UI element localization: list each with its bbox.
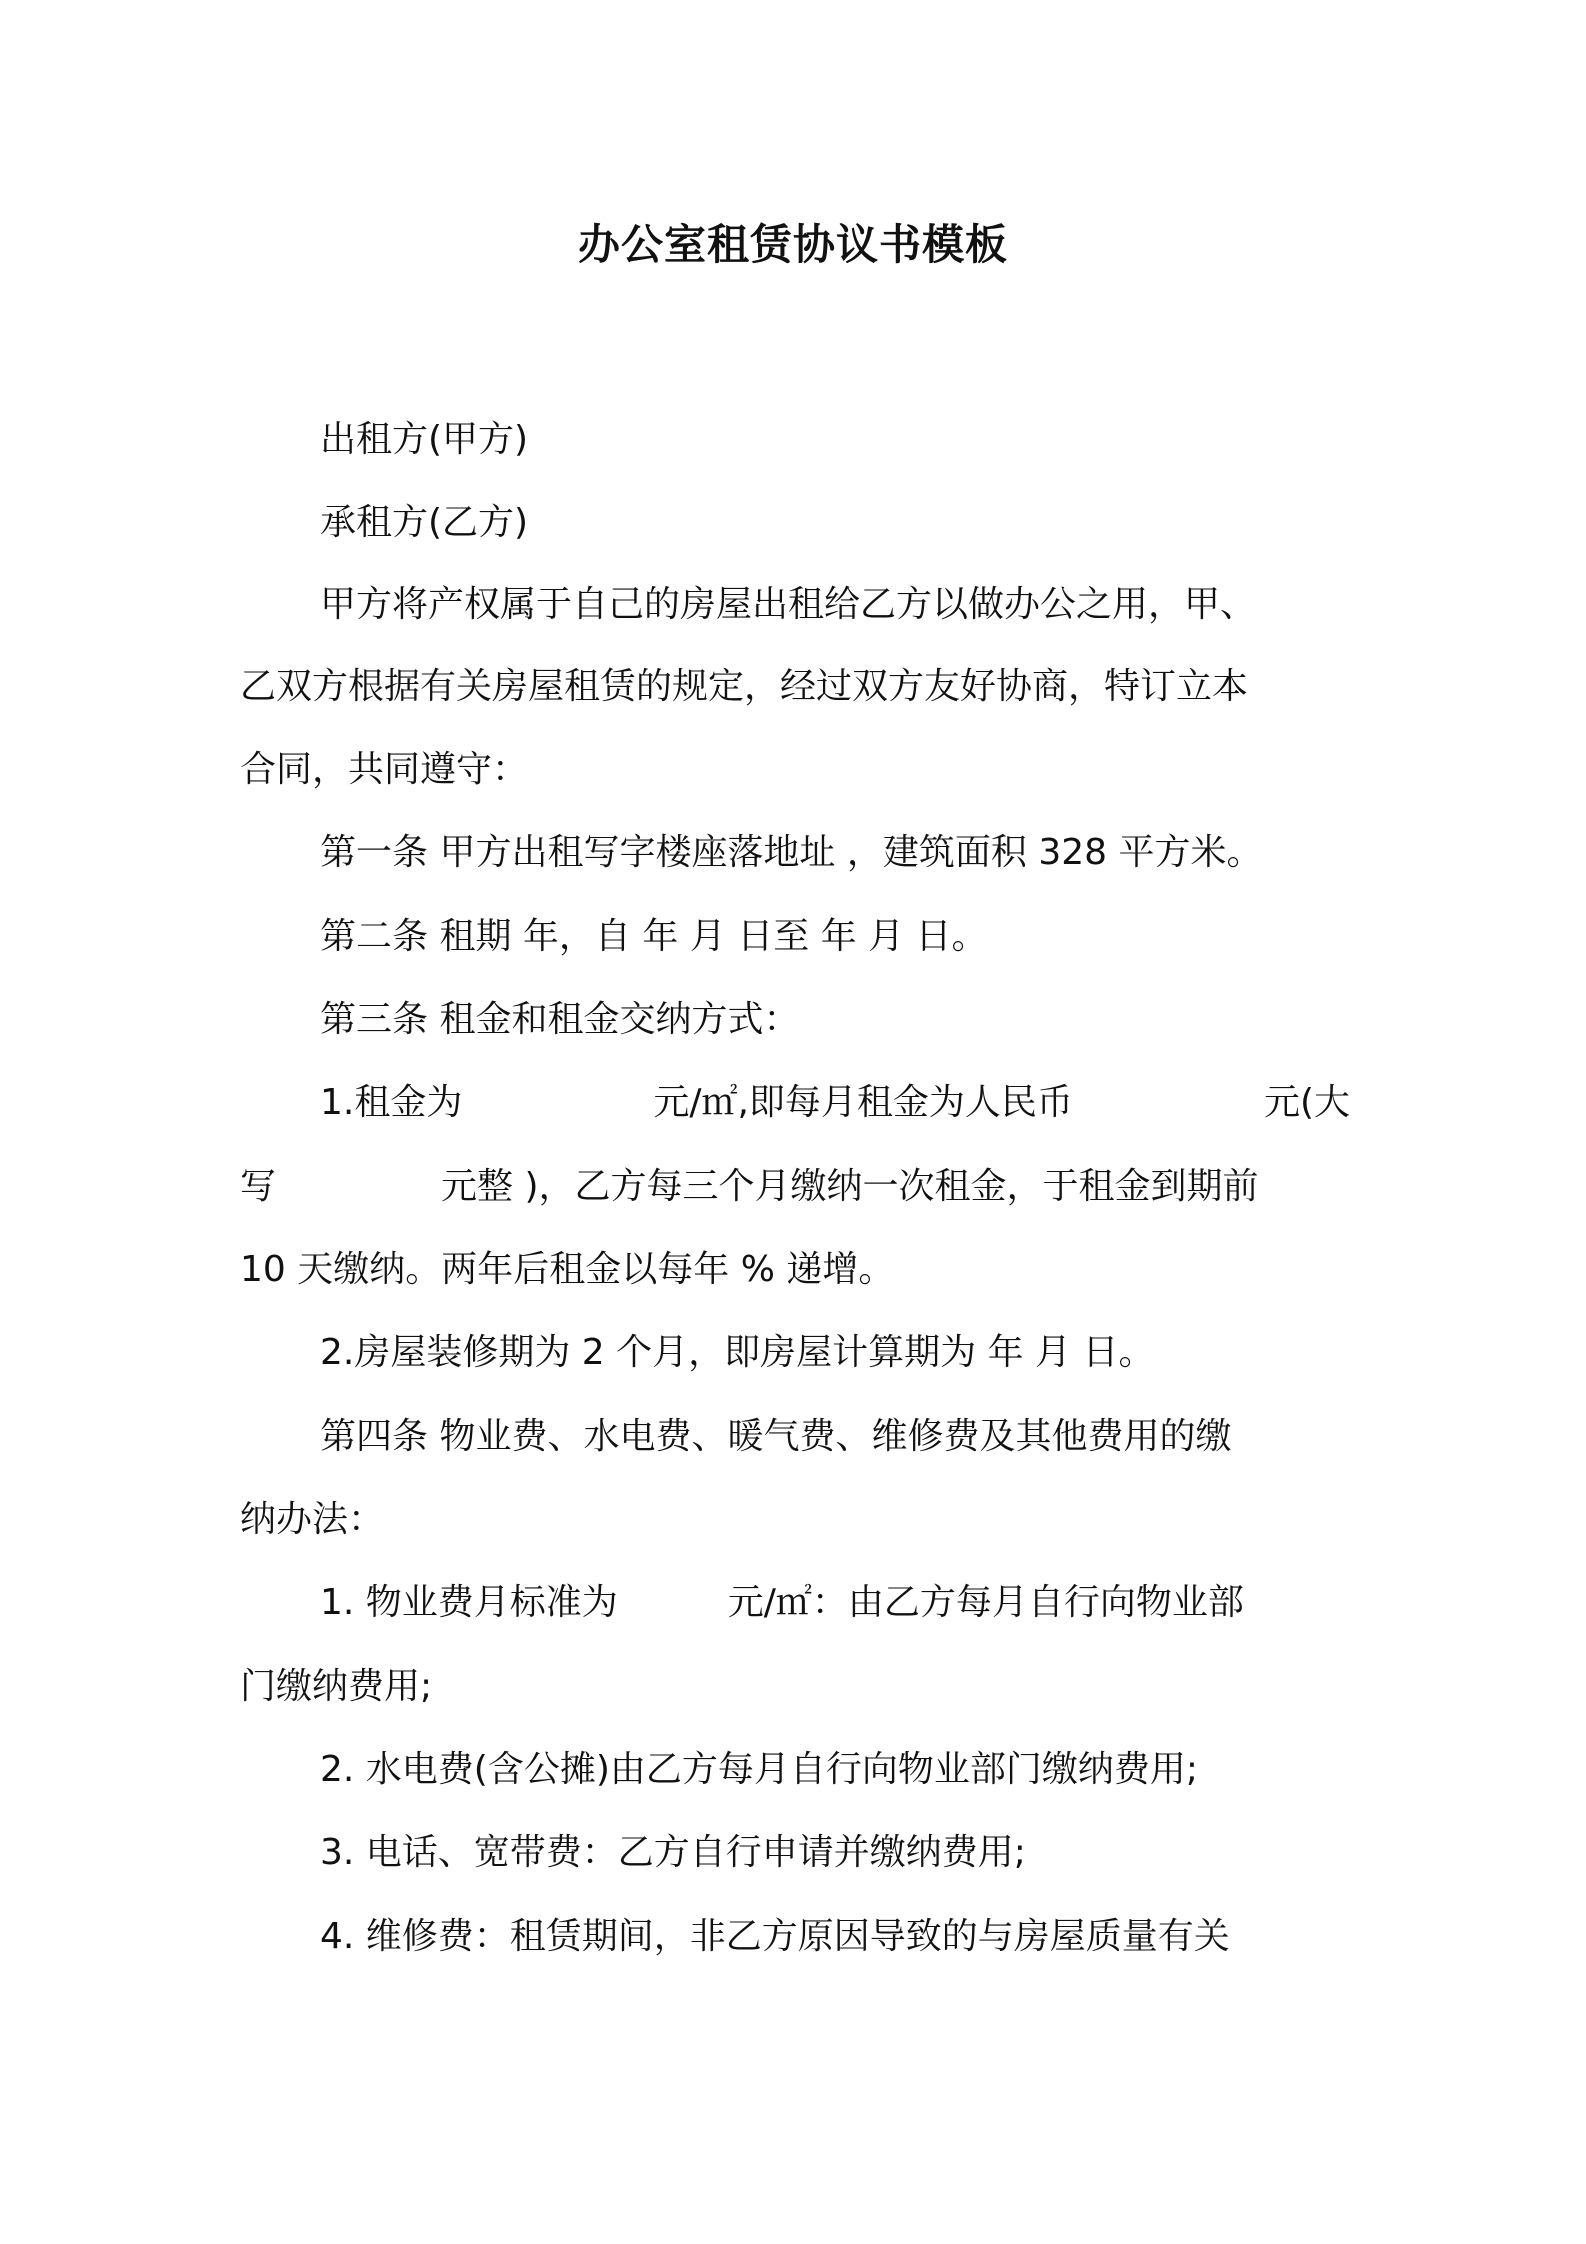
rent-unit: 元/㎡,即每月租金为人民币 bbox=[653, 1082, 1073, 1123]
intro-line-2: 乙双方根据有关房屋租赁的规定，经过双方友好协商，特订立本 bbox=[240, 666, 1249, 707]
rent-line-3: 10 天缴纳。两年后租金以每年 % 递增。 bbox=[240, 1249, 895, 1290]
rent-line-1 bbox=[320, 1078, 1350, 1128]
rent-line-2 bbox=[240, 1162, 1259, 1212]
rent-terms: 元整 )，乙方每三个月缴纳一次租金，于租金到期前 bbox=[441, 1166, 1259, 1207]
lessee-line: 承租方(乙方) bbox=[320, 502, 529, 543]
property-fee-line-1 bbox=[320, 1578, 1244, 1628]
rent-label: 1.租金为 bbox=[320, 1082, 463, 1123]
utility-fee-line: 2. 水电费(含公摊)由乙方每月自行向物业部门缴纳费用; bbox=[320, 1749, 1199, 1790]
property-fee-label: 1. 物业费月标准为 bbox=[320, 1582, 618, 1623]
intro-line-1: 甲方将产权属于自己的房屋出租给乙方以做办公之用，甲、 bbox=[320, 584, 1257, 625]
lessor-line: 出租方(甲方) bbox=[320, 419, 529, 460]
rent-write-label: 写 bbox=[240, 1166, 277, 1207]
article-4-line-1: 第四条 物业费、水电费、暖气费、维修费及其他费用的缴 bbox=[320, 1416, 1232, 1457]
intro-line-3: 合同，共同遵守： bbox=[240, 749, 529, 790]
document-title: 办公室租赁协议书模板 bbox=[577, 220, 1008, 269]
rent-capital: 元(大 bbox=[1263, 1082, 1350, 1123]
article-4-line-2: 纳办法： bbox=[240, 1499, 385, 1540]
telecom-fee-line: 3. 电话、宽带费：乙方自行申请并缴纳费用; bbox=[320, 1832, 1026, 1873]
article-3: 第三条 租金和租金交纳方式： bbox=[320, 999, 800, 1040]
decoration-line: 2.房屋装修期为 2 个月，即房屋计算期为 年 月 日。 bbox=[320, 1332, 1155, 1373]
article-2: 第二条 租期 年，自 年 月 日至 年 月 日。 bbox=[320, 916, 988, 957]
article-1: 第一条 甲方出租写字楼座落地址 ，建筑面积 328 平方米。 bbox=[320, 832, 1263, 873]
repair-fee-line: 4. 维修费：租赁期间，非乙方原因导致的与房屋质量有关 bbox=[320, 1916, 1230, 1957]
property-fee-terms: 元/㎡：由乙方每月自行向物业部 bbox=[727, 1582, 1244, 1623]
property-fee-line-2: 门缴纳费用; bbox=[240, 1666, 433, 1707]
